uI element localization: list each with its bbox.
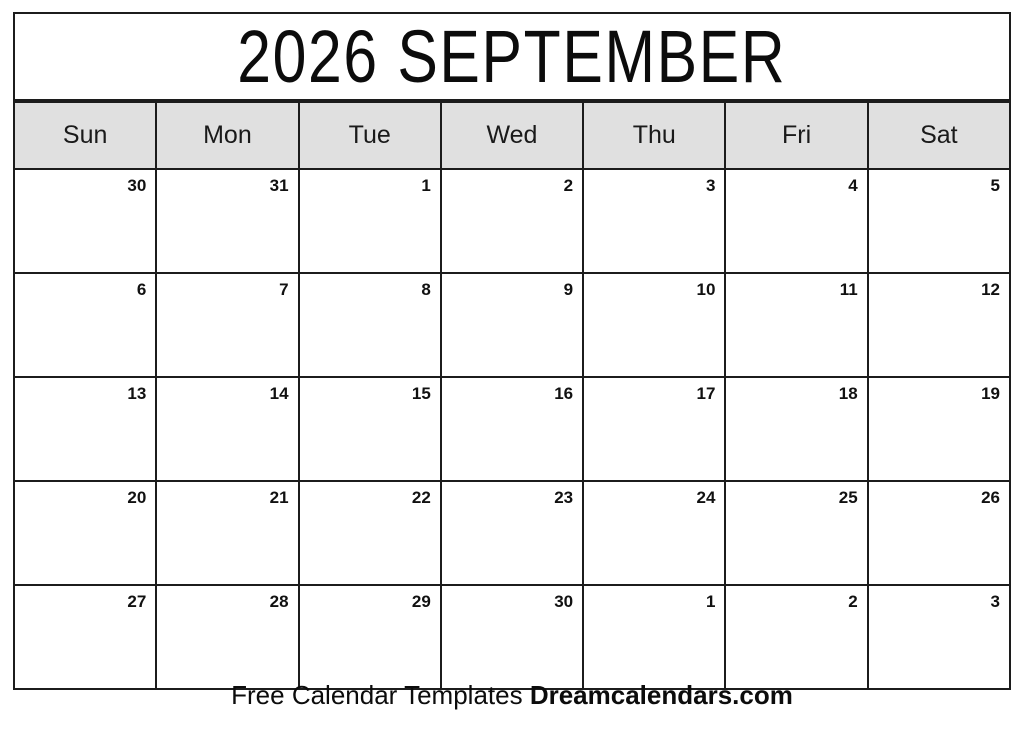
day-cell: 16 [441,377,583,481]
day-cell: 18 [725,377,867,481]
day-cell: 1 [299,169,441,273]
day-cell: 13 [14,377,156,481]
weekday-header-sat: Sat [868,102,1010,169]
day-cell: 4 [725,169,867,273]
day-cell: 20 [14,481,156,585]
day-cell: 27 [14,585,156,689]
week-row [14,377,1010,481]
day-cell: 22 [299,481,441,585]
day-cell: 19 [868,377,1010,481]
weekday-header-row [14,102,1010,169]
day-cell: 17 [583,377,725,481]
day-cell: 25 [725,481,867,585]
footer-text [0,680,1024,711]
weekday-header-thu: Thu [583,102,725,169]
day-cell: 14 [156,377,298,481]
day-cell: 2 [725,585,867,689]
week-row [14,481,1010,585]
day-cell: 9 [441,273,583,377]
calendar-table [13,101,1011,690]
day-cell: 30 [441,585,583,689]
day-cell: 5 [868,169,1010,273]
day-cell: 28 [156,585,298,689]
day-cell: 1 [583,585,725,689]
day-cell: 7 [156,273,298,377]
day-cell: 31 [156,169,298,273]
day-cell: 6 [14,273,156,377]
day-cell: 15 [299,377,441,481]
weekday-header-tue: Tue [299,102,441,169]
day-cell: 26 [868,481,1010,585]
day-cell: 23 [441,481,583,585]
page-title: 2026 SEPTEMBER [237,14,787,98]
week-row [14,169,1010,273]
weekday-header-wed: Wed [441,102,583,169]
day-cell: 3 [868,585,1010,689]
footer-label: Free Calendar Templates [231,680,523,710]
day-cell: 12 [868,273,1010,377]
weekday-header-sun: Sun [14,102,156,169]
day-cell: 3 [583,169,725,273]
weekday-header-mon: Mon [156,102,298,169]
footer-brand: Dreamcalendars.com [529,680,793,710]
day-cell: 2 [441,169,583,273]
day-cell: 21 [156,481,298,585]
week-row [14,273,1010,377]
day-cell: 29 [299,585,441,689]
day-cell: 10 [583,273,725,377]
week-row [14,585,1010,689]
day-cell: 8 [299,273,441,377]
calendar-title-box [13,12,1011,101]
day-cell: 30 [14,169,156,273]
weekday-header-fri: Fri [725,102,867,169]
day-cell: 11 [725,273,867,377]
day-cell: 24 [583,481,725,585]
